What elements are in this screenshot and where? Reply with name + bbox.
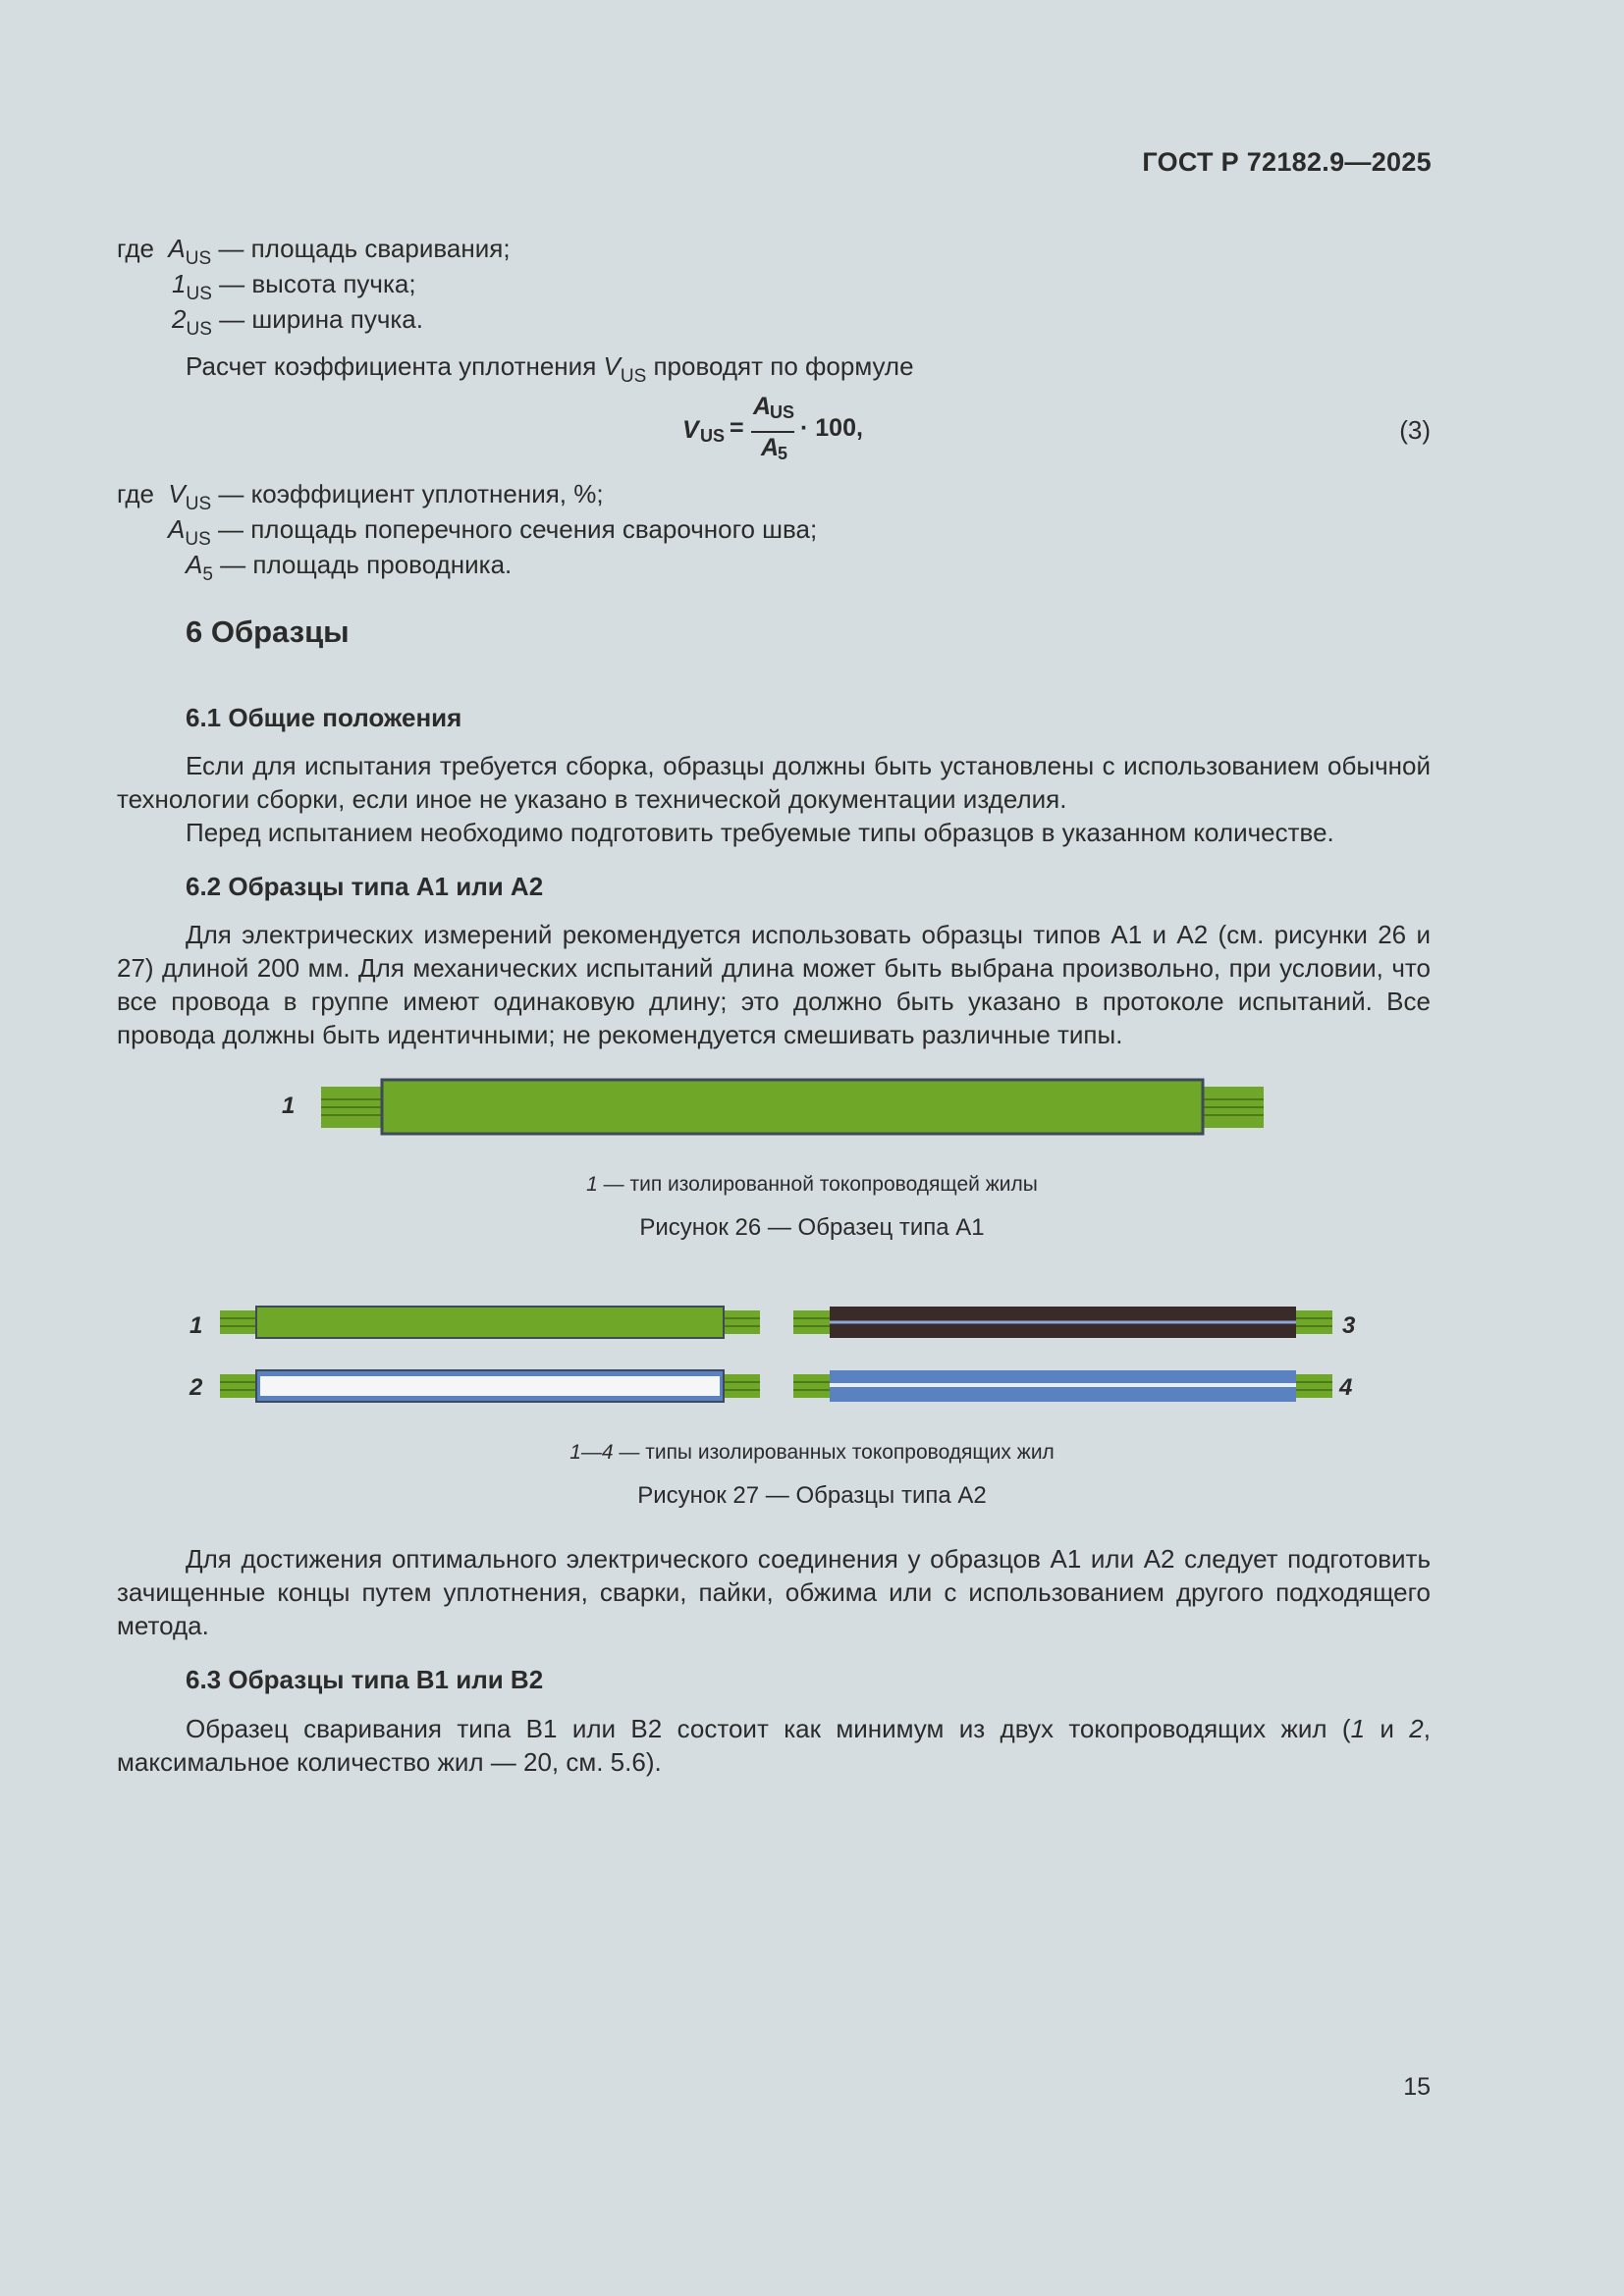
figure-item-label: 2 — [189, 1374, 203, 1401]
subscript: US — [186, 319, 212, 340]
where-line: где $V_{US}$ — коэффициент уплотнения, %; — [117, 479, 604, 514]
subsection-heading: 6.3 Образцы типа В1 или В2 — [186, 1665, 544, 1694]
figure-caption: Рисунок 26 — Образец типа А1 — [639, 1214, 985, 1241]
symbol: 2 — [172, 304, 187, 334]
symbol: A — [168, 234, 186, 263]
cable-a2-1 — [220, 1307, 760, 1338]
figure-item-label: 4 — [1339, 1374, 1353, 1401]
where-line: $A_{US}$ — площадь поперечного сечения сварочного шва; — [168, 514, 818, 550]
figure-item-label: 3 — [1342, 1312, 1356, 1339]
formula-3: V US = A US A 5 · 100, — [682, 393, 863, 463]
definition: — высота пучка; — [219, 269, 416, 298]
where-prefix: где — [117, 234, 154, 263]
subsection-heading: 6.1 Общие положения — [186, 703, 462, 732]
subscript: US — [186, 284, 212, 304]
paragraph: Для достижения оптимального электрического соединения у образцов А1 или А2 следует подготовить зачищенные концы путем уплотнения, сварки, пайки, обжима или с использованием другого подходящего метода. — [117, 1544, 1431, 1640]
subsection-heading: 6.2 Образцы типа А1 или А2 — [186, 872, 544, 901]
definition: — ширина пучка. — [219, 304, 423, 334]
symbol: 1 — [172, 269, 187, 298]
cable-a2-3 — [793, 1307, 1332, 1338]
paragraph: Образец сваривания типа В1 или В2 состоит как минимум из двух токопроводящих жил (1 и 2, максимальное количество жил — 20, см. 5.6). — [117, 1714, 1431, 1777]
where-line: $A_5$ — площадь проводника. — [186, 550, 513, 585]
page-number: 15 — [1403, 2073, 1431, 2101]
paragraph: Если для испытания требуется сборка, образцы должны быть установлены с использованием обычной технологии сборки, если иное не указано в технической документации изделия. — [117, 751, 1431, 814]
paragraph: Перед испытанием необходимо подготовить требуемые типы образцов в указанном количестве. — [186, 818, 1334, 847]
cable-a2-2 — [220, 1370, 760, 1402]
standard-code: ГОСТ Р 72182.9—2025 — [1142, 147, 1432, 177]
definition: — площадь сваривания; — [218, 234, 511, 263]
section-heading: 6 Образцы — [186, 614, 350, 649]
figure-legend: 1—4 — типы изолированных токопроводящих жил — [569, 1441, 1055, 1464]
cable-a2-4 — [793, 1370, 1332, 1402]
paragraph: Для электрических измерений рекомендуется использовать образцы типов А1 и А2 (см. рисунки 26 и 27) длиной 200 мм. Для механических испытаний длина может быть выбрана произвольно, при условии, что все провода в группе имеют одинаковую длину; это должно быть указано в протоколе испытаний. Все провода должны быть идентичными; не рекомендуется смешивать различные типы. — [117, 920, 1431, 1049]
equation-number: (3) — [1399, 415, 1431, 445]
figure-item-label: 1 — [282, 1093, 296, 1119]
figure-item-label: 1 — [189, 1312, 203, 1339]
cable-a1 — [321, 1080, 1264, 1134]
figure-caption: Рисунок 27 — Образцы типа А2 — [637, 1482, 987, 1509]
formula-intro: Расчет коэффициента уплотнения $V_{US}$ проводят по формуле — [186, 351, 914, 387]
figure-legend: 1 — тип изолированной токопроводящей жилы — [586, 1173, 1038, 1196]
subscript: US — [185, 248, 212, 269]
